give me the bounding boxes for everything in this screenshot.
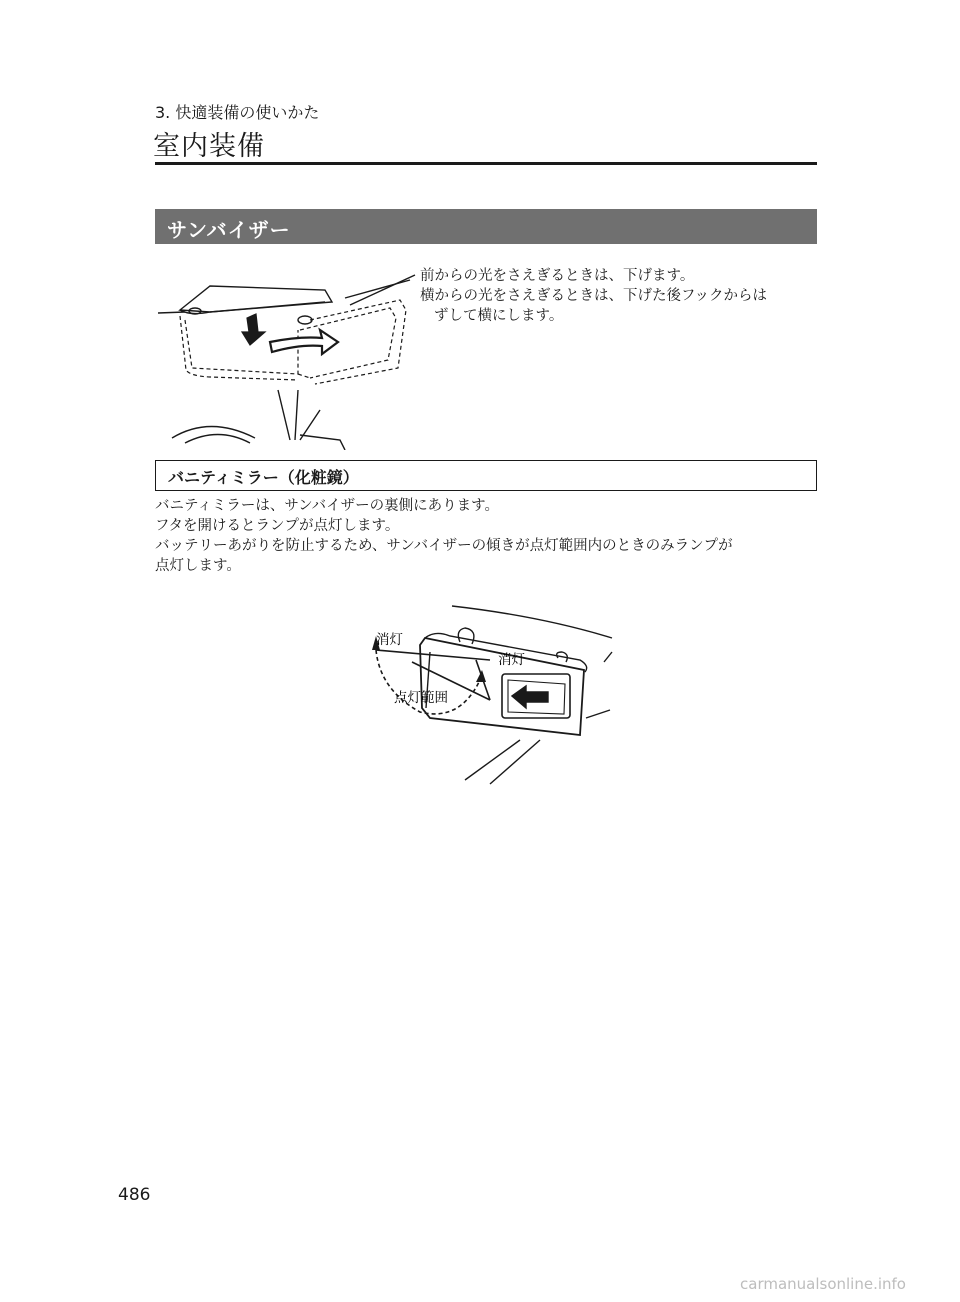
subsection-heading-vanity-mirror: バニティミラー（化粧鏡） bbox=[168, 468, 359, 487]
label-off-left: 消灯 bbox=[376, 632, 403, 648]
label-off-right: 消灯 bbox=[498, 652, 525, 668]
body-line: バニティミラーは、サンバイザーの裏側にあります。 bbox=[155, 498, 499, 514]
vanity-mirror-description bbox=[155, 496, 825, 576]
subsection-heading-box bbox=[155, 460, 817, 491]
label-on-range: 点灯範囲 bbox=[394, 690, 448, 706]
title-divider bbox=[155, 162, 817, 165]
body-line: フタを開けるとランプが点灯します。 bbox=[155, 518, 400, 534]
page-title: 室内装備 bbox=[153, 131, 265, 162]
chapter-label: 3. 快適装備の使いかた bbox=[155, 103, 320, 122]
note-line: ずして横にします。 bbox=[434, 308, 564, 324]
section-heading-sun-visor: サンバイザー bbox=[167, 218, 291, 242]
sun-visor-note bbox=[420, 266, 820, 326]
body-line: 点灯します。 bbox=[155, 558, 241, 574]
body-line: バッテリーあがりを防止するため、サンバイザーの傾きが点灯範囲内のときのみランプが bbox=[155, 538, 733, 554]
sun-visor-illustration bbox=[150, 250, 420, 450]
note-line: 前からの光をさえぎるときは、下げます。 bbox=[420, 268, 695, 284]
note-line: 横からの光をさえぎるときは、下げた後フックからは bbox=[420, 288, 767, 304]
vanity-mirror-illustration bbox=[340, 600, 630, 790]
section-heading-band bbox=[155, 209, 817, 244]
watermark: carmanualsonline.info bbox=[740, 1275, 906, 1293]
page-number: 486 bbox=[118, 1185, 151, 1205]
